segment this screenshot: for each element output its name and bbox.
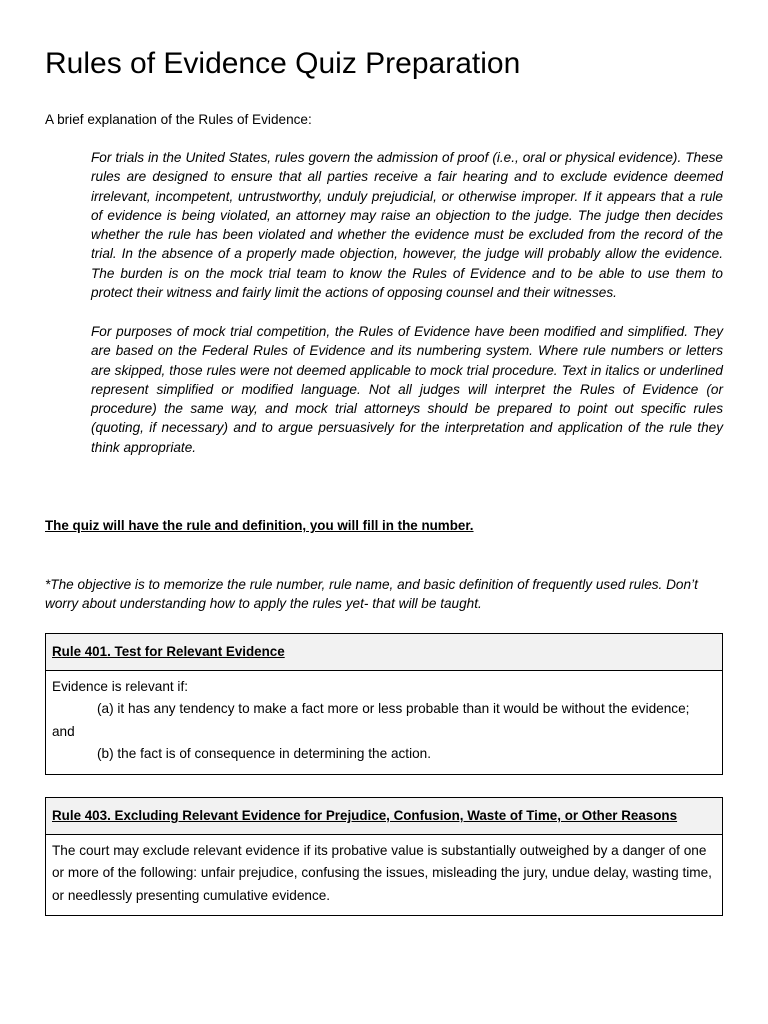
rule-401-item-a: (a) it has any tendency to make a fact more or less probable than it would be without the evidence; <box>97 701 690 717</box>
rule-401-item-b: (b) the fact is of consequence in determining the action. <box>97 746 431 762</box>
rule-401-lead: Evidence is relevant if: <box>52 679 189 694</box>
explanation-paragraph-1: For trials in the United States, rules govern the admission of proof (i.e., oral or physical evidence). These rules are designed to ensure that all parties receive a fair hearing and to exclude evidence deemed irrelevant, incompetent, untrustworthy, unduly prejudicial, or otherwise improper. If it appears that a rule of evidence is being violated, an attorney may raise an objection to the judge. The judge then decides whether the rule has been violated and whether the evidence must be excluded from the record of the trial. In the absence of a properly made objection, however, the judge will probably allow the evidence. The burden is on the mock trial team to know the Rules of Evidence and to be able to use them to protect their witness and fairly limit the actions of opposing counsel and their witnesses. <box>91 150 723 301</box>
rule-403-body: The court may exclude relevant evidence if its probative value is substantially outweighed by a danger of one or more of the following: unfair prejudice, confusing the issues, misleading the jury, undue delay, wasting time, or needlessly presenting cumulative evidence. <box>52 843 712 903</box>
quiz-instruction: The quiz will have the rule and definition, you will fill in the number. <box>45 518 474 533</box>
objective-note: *The objective is to memorize the rule number, rule name, and basic definition of frequently used rules. Don’t worry about understanding how to apply the rules yet- that will be taught. <box>45 577 698 611</box>
rule-401-box <box>45 633 723 775</box>
rule-401-body <box>46 671 722 774</box>
rule-401-item-a-continuation: and <box>52 723 75 739</box>
rule-401-heading: Rule 401. Test for Relevant Evidence <box>46 634 722 671</box>
rule-403-heading: Rule 403. Excluding Relevant Evidence for Prejudice, Confusion, Waste of Time, or Other Reasons <box>46 798 722 835</box>
rule-403-box <box>45 797 723 916</box>
intro-text: A brief explanation of the Rules of Evidence: <box>45 112 312 127</box>
page-title: Rules of Evidence Quiz Preparation <box>45 47 521 80</box>
explanation-paragraph-2: For purposes of mock trial competition, the Rules of Evidence have been modified and simplified. They are based on the Federal Rules of Evidence and its numbering system. Where rule numbers or letters are skipped, those rules were not deemed applicable to mock trial procedure. Text in italics or underlined represent simplified or modified language. Not all judges will interpret the Rules of Evidence (or procedure) the same way, and mock trial attorneys should be prepared to point out specific rules (quoting, if necessary) and to argue persuasively for the interpretation and application of the rule they think appropriate. <box>91 324 723 455</box>
